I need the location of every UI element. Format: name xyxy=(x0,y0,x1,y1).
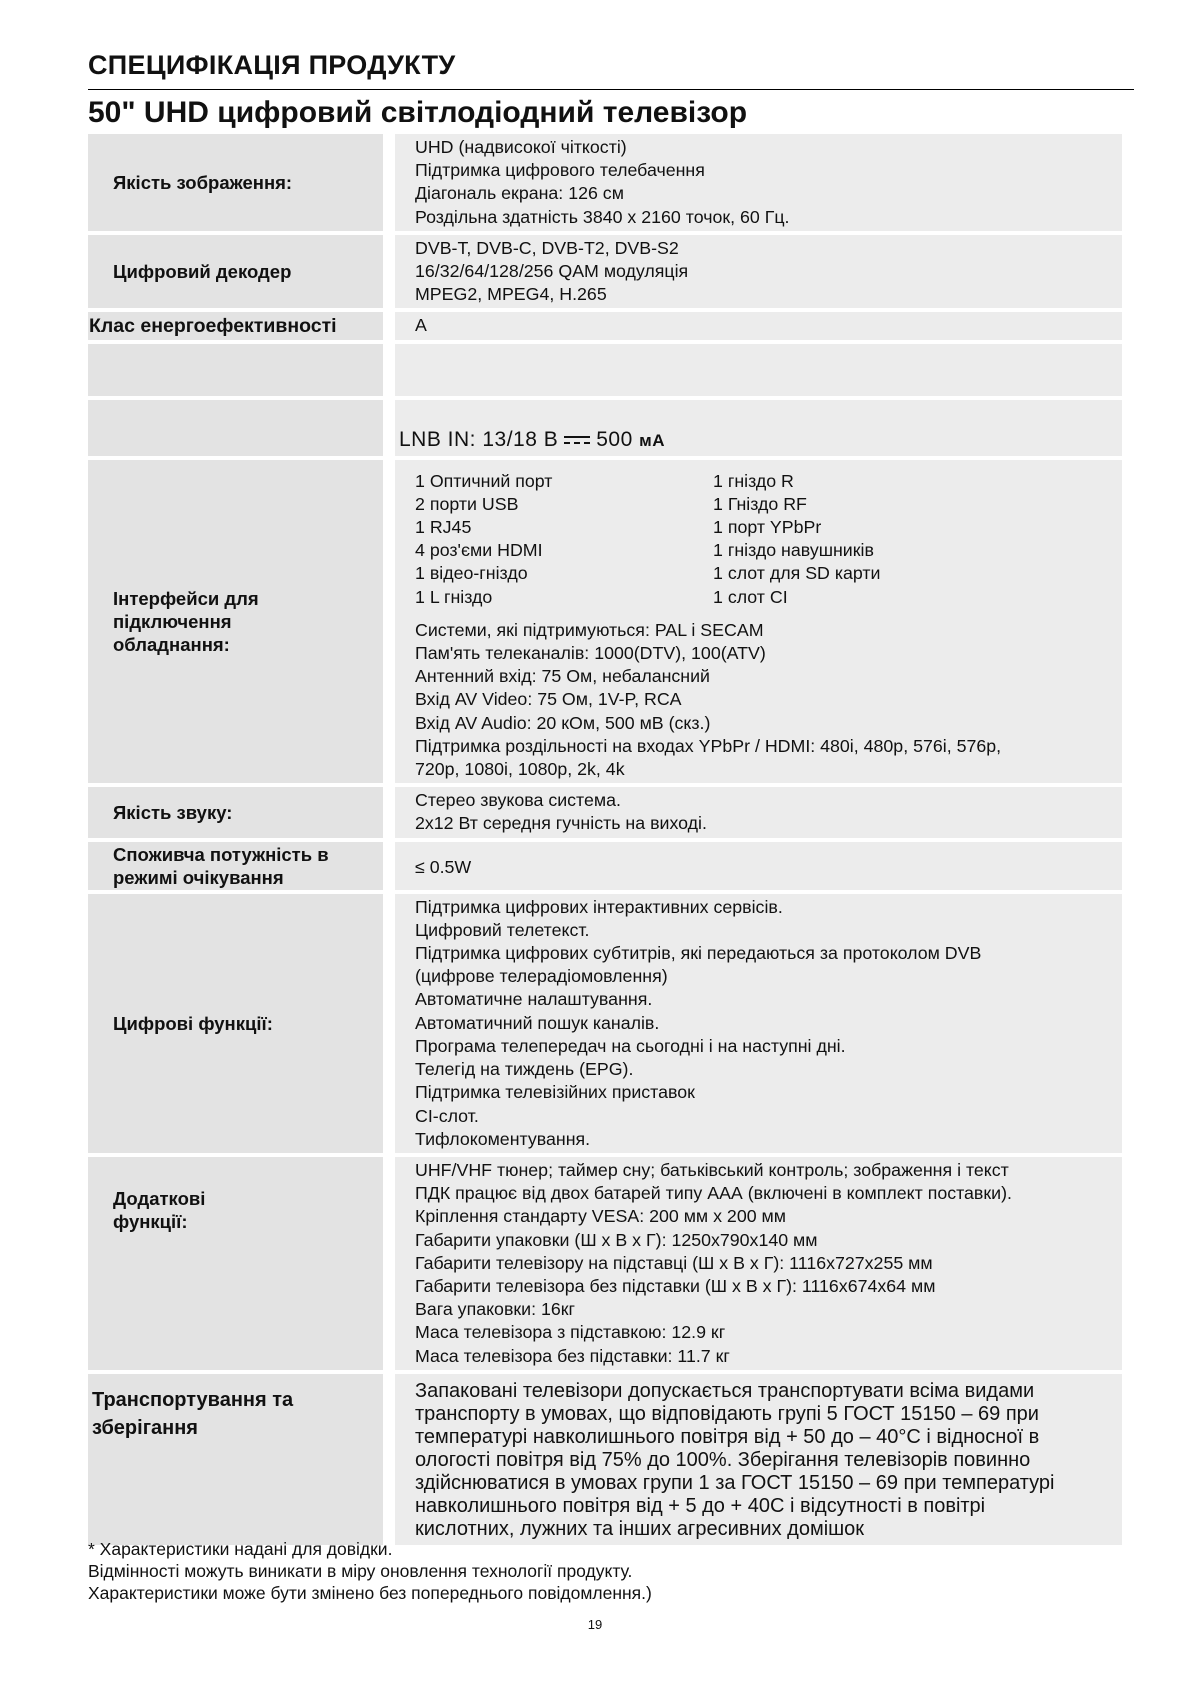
spec-line: Програма телепередач на сьогодні і на наступні дні. xyxy=(415,1035,846,1056)
standby-power-value: ≤ 0.5W xyxy=(415,856,472,877)
label-line: підключення xyxy=(113,610,232,632)
label-energy-class: Клас енергоефективності xyxy=(88,312,383,339)
ports-grid xyxy=(415,470,1122,609)
spec-line: Цифровий телетекст. xyxy=(415,919,590,940)
spec-line: Діагональ екрана: 126 см xyxy=(415,183,624,204)
label-interfaces xyxy=(88,460,383,784)
footnote-line: Характеристики може бути змінено без попереднього повідомлення.) xyxy=(88,1583,652,1603)
spec-line: Габарити телевізору на підставці (Ш х В х Г): 1116x727x255 мм xyxy=(415,1252,933,1273)
spec-line: Автоматичний пошук каналів. xyxy=(415,1012,660,1033)
spec-line: Стерео звукова система. xyxy=(415,790,621,811)
port-item: 1 RJ45 xyxy=(415,517,472,538)
label-digital-decoder: Цифровий декодер xyxy=(88,235,383,309)
value-picture-quality xyxy=(395,134,1122,231)
spec-line: Роздільна здатність 3840 х 2160 точок, 60 Гц. xyxy=(415,206,790,227)
lnb-prefix: LNB IN: 13/18 B xyxy=(399,427,559,451)
product-title: 50" UHD цифровий світлодіодний телевізор xyxy=(88,96,748,129)
row-digital-functions xyxy=(88,894,1122,1153)
spec-line: Підтримка цифрових субтитрів, які передаються за протоколом DVB xyxy=(415,943,982,964)
lnb-current: 500 xyxy=(596,427,633,451)
row-transport-storage xyxy=(88,1374,1122,1545)
label-transport-storage xyxy=(88,1374,383,1545)
spec-line: Підтримка роздільності на входах YPbPr / HDMI: 480i, 480p, 576i, 576p, xyxy=(415,735,1002,756)
spec-line: (цифрове телерадіомовлення) xyxy=(415,966,668,987)
spec-line: Габарити телевізора без підставки (Ш х В х Г): 1116x674x64 мм xyxy=(415,1275,936,1296)
spec-line: Маса телевізора без підставки: 11.7 кг xyxy=(415,1345,730,1366)
spec-line: Габарити упаковки (Ш х В х Г): 1250x790x140 мм xyxy=(415,1229,818,1250)
spec-line: кислотних, лужних та інших агресивних домішок xyxy=(415,1517,865,1540)
row-digital-decoder xyxy=(88,235,1122,309)
ports-right-column xyxy=(713,470,1122,609)
label-standby-power xyxy=(88,842,383,890)
label-line: Споживча потужність в xyxy=(113,843,329,865)
spec-line: Системи, які підтримуються: PAL і SECAM xyxy=(415,619,764,640)
port-item: 1 слот CI xyxy=(713,586,788,607)
row-lnb xyxy=(88,400,1122,456)
section-title: СПЕЦИФІКАЦІЯ ПРОДУКТУ xyxy=(88,50,456,80)
value-lnb xyxy=(395,400,1122,456)
spec-line: CI-слот. xyxy=(415,1105,479,1126)
label-lnb-empty xyxy=(88,400,383,456)
spec-line: Підтримка цифрового телебачення xyxy=(415,160,705,181)
title-rule xyxy=(88,89,1134,90)
spec-line: MPEG2, MPEG4, H.265 xyxy=(415,284,607,305)
spec-line: ологості повітря від 75% до 100%. Зберігання телевізорів повинно xyxy=(415,1448,1031,1471)
footnote-line: * Характеристики надані для довідки. xyxy=(88,1539,393,1559)
label-digital-functions: Цифрові функції: xyxy=(88,894,383,1153)
label-sound-quality: Якість звуку: xyxy=(88,787,383,837)
dc-current-symbol xyxy=(564,434,590,446)
port-item: 1 L гніздо xyxy=(415,586,493,607)
label-line: Інтерфейси для xyxy=(113,587,259,609)
label-empty xyxy=(88,344,383,396)
spec-line: Вхід AV Video: 75 Ом, 1V-P, RCA xyxy=(415,689,682,710)
spec-line: Тифлокоментування. xyxy=(415,1128,591,1149)
footnotes xyxy=(88,1538,652,1604)
label-picture-quality: Якість зображення: xyxy=(88,134,383,231)
spec-line: 2x12 Вт середня гучність на виході. xyxy=(415,813,707,834)
row-sound-quality xyxy=(88,787,1122,837)
label-line: функції: xyxy=(113,1210,188,1232)
port-item: 2 порти USB xyxy=(415,493,519,514)
port-item: 1 відео-гніздо xyxy=(415,563,528,584)
spec-line: Вага упаковки: 16кг xyxy=(415,1299,576,1320)
value-empty xyxy=(395,344,1122,396)
label-line: Транспортування та xyxy=(92,1388,294,1411)
spec-line: Запаковані телевізори допускається транспортувати всіма видами xyxy=(415,1379,1035,1402)
row-standby-power xyxy=(88,842,1122,890)
spec-line: здійснюватися в умовах групи 1 за ГОСТ 15150 – 69 при температурі xyxy=(415,1471,1055,1494)
spec-table xyxy=(88,134,1122,1549)
spec-line: Маса телевізора з підставкою: 12.9 кг xyxy=(415,1322,726,1343)
ports-left-column xyxy=(415,470,713,609)
spec-line: Автоматичне налаштування. xyxy=(415,989,653,1010)
spec-line: Підтримка телевізійних приставок xyxy=(415,1082,695,1103)
spec-line: 720p, 1080i, 1080p, 2k, 4k xyxy=(415,759,625,780)
port-item: 1 Оптичний порт xyxy=(415,470,553,491)
spec-line: Вхід AV Audio: 20 кОм, 500 мВ (скз.) xyxy=(415,712,711,733)
value-standby-power xyxy=(395,842,1122,890)
spec-line: Телегід на тиждень (EPG). xyxy=(415,1059,634,1080)
port-item: 1 Гніздо RF xyxy=(713,493,807,514)
spec-line: транспорту в умовах, що відповідають групі 5 ГОСТ 15150 – 69 при xyxy=(415,1402,1039,1425)
spec-line: 16/32/64/128/256 QAM модуляція xyxy=(415,261,689,282)
value-digital-functions xyxy=(395,894,1122,1153)
spec-line: навколишнього повітря від + 5 до + 40С і відсутності в повітрі xyxy=(415,1494,986,1517)
energy-class-value: А xyxy=(415,315,427,336)
spec-line: Кріплення стандарту VESA: 200 мм х 200 мм xyxy=(415,1206,786,1227)
spec-line: ПДК працює від двох батарей типу ААА (включені в комплект поставки). xyxy=(415,1183,1012,1204)
value-digital-decoder xyxy=(395,235,1122,309)
label-line: зберігання xyxy=(92,1416,198,1439)
port-item: 1 порт YPbPr xyxy=(713,517,822,538)
label-line: Додаткові xyxy=(113,1187,206,1209)
spec-line: DVB-T, DVB-C, DVB-T2, DVB-S2 xyxy=(415,237,679,258)
value-additional-functions xyxy=(395,1157,1122,1370)
spec-line: Антенний вхід: 75 Ом, небалансний xyxy=(415,666,710,687)
port-item: 1 гніздо R xyxy=(713,470,794,491)
value-sound-quality xyxy=(395,787,1122,837)
value-interfaces xyxy=(395,460,1122,784)
spec-line: Підтримка цифрових інтерактивних сервісів. xyxy=(415,896,783,917)
row-empty xyxy=(88,344,1122,396)
row-interfaces xyxy=(88,460,1122,784)
row-energy-class xyxy=(88,312,1122,339)
spec-line: UHD (надвисокої чіткості) xyxy=(415,137,627,157)
footnote-line: Відмінності можуть виникати в міру оновлення технології продукту. xyxy=(88,1561,633,1581)
label-line: режимі очікування xyxy=(113,866,284,888)
value-transport-storage xyxy=(395,1374,1122,1545)
port-item: 1 слот для SD карти xyxy=(713,563,881,584)
port-item: 4 роз'єми HDMI xyxy=(415,540,543,561)
page-number: 19 xyxy=(587,1617,603,1632)
label-additional-functions xyxy=(88,1157,383,1370)
spec-line: UHF/VHF тюнер; таймер сну; батьківський контроль; зображення і текст xyxy=(415,1159,1009,1180)
row-additional-functions xyxy=(88,1157,1122,1370)
label-line: обладнання: xyxy=(113,633,230,655)
value-energy-class xyxy=(395,312,1122,339)
spec-line: Пам'ять телеканалів: 1000(DTV), 100(ATV) xyxy=(415,643,766,664)
spec-line: температурі навколишнього повітря від + 50 до – 40°С і відносної в xyxy=(415,1425,1040,1448)
row-picture-quality xyxy=(88,134,1122,231)
lnb-unit: мА xyxy=(639,430,665,450)
port-item: 1 гніздо навушників xyxy=(713,540,874,561)
